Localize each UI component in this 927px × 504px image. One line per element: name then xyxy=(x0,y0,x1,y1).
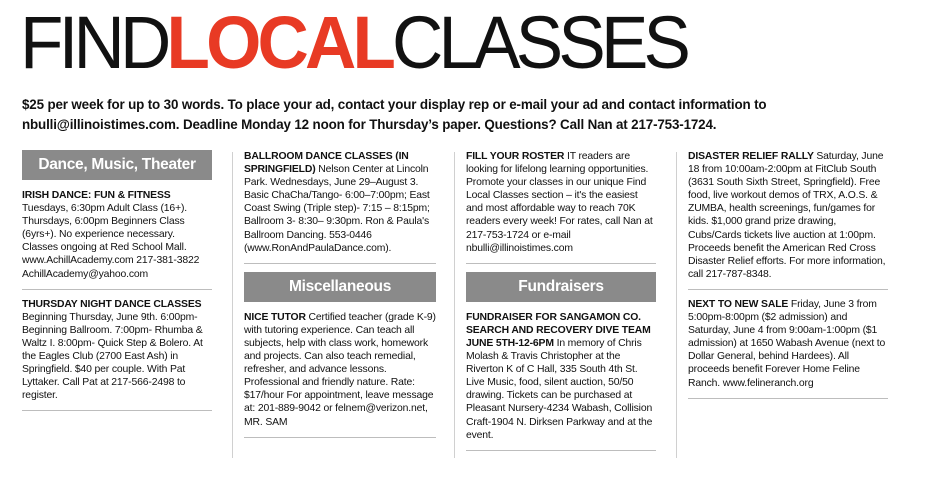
section-header-dance: Dance, Music, Theater xyxy=(22,150,212,180)
column-3 xyxy=(466,150,656,459)
masthead-classes: CLASSES xyxy=(392,1,687,84)
ad-body: Tuesdays, 6:30pm Adult Class (16+). Thursdays, 6:00pm Beginners Class (6yrs+). No experience necessary. Classes ongoing at Red School Mall. www.AchillAcademy.com 217-381-3822 AchillAcademy@yahoo.com xyxy=(22,203,200,280)
ad-body: Saturday, June 18 from 10:00am-2:00pm at FitClub South (3631 South Sixth Street, Springfield). Free food, live workout demos of TRX, A.O.S. & ZUMBA, health screenings, fun/games for kids. $1,000 grand prize drawing, Cubs/Cards tickets live auction at 1:00pm. Proceeds benefit the American Red Cross Disaster Relief efforts. For more information, call 217-787-8348. xyxy=(688,151,886,280)
ad-title: IRISH DANCE: FUN & FITNESS xyxy=(22,190,171,201)
section-header-misc: Miscellaneous xyxy=(244,272,436,302)
ad-body: Nelson Center at Lincoln Park. Wednesdays, June 29–August 3. Basic ChaCha/Tango- 6:00–7:00pm; East Coast Swing (Triple step)- 7:15 – 8:15pm; Ballroom 3- 8:30– 9:30pm. Ron & Paula's Ballroom Dancing. 553-0446 (www.RonAndPaulaDance.com). xyxy=(244,164,430,254)
ad-title: FUNDRAISER FOR SANGAMON CO. SEARCH AND RECOVERY DIVE TEAM JUNE 5TH-12-6PM xyxy=(466,311,651,349)
ad-thursday-dance xyxy=(22,298,212,412)
ad-body: IT readers are looking for lifelong learning opportunities. Promote your classes in our unique Find Local Classes section – it's the easiest and most affordable way to reach 70K readers every week! For rates, call Nan at 217-753-1724 or e-mail nbulli@illinoistimes.com xyxy=(466,151,653,254)
column-divider xyxy=(232,152,233,458)
ad-title: DISASTER RELIEF RALLY xyxy=(688,151,817,162)
ad-body: Beginning Thursday, June 9th. 6:00pm-Beginning Ballroom. 7:00pm- Rhumba & Waltz I. 8:00pm- Quick Step & Bolero. At the Eagles Club (2700 East Ash) in Springfield. $40 per couple. With Pat Lyttaker. Call Pat at 217-566-2498 to register. xyxy=(22,311,203,402)
ad-nice-tutor xyxy=(244,311,436,438)
ad-fill-roster xyxy=(466,150,656,264)
masthead-title xyxy=(20,1,874,84)
ad-title: NICE TUTOR xyxy=(244,311,309,323)
ad-title: THURSDAY NIGHT DANCE CLASSES xyxy=(22,298,202,310)
ad-body: Certified teacher (grade K-9) with tutoring experience. Can teach all subjects, help with class work, homework and projects. Can also teach remedial, refresher, and advance lessons. Professional and friendly nature. Rate: $17/hour For appointment, leave message at: 201-889-9042 or felnem@verizon.net, MR. SAM xyxy=(244,311,436,428)
column-1 xyxy=(22,150,212,419)
ad-title: NEXT TO NEW SALE xyxy=(688,298,791,310)
ad-body: Friday, June 3 from 5:00pm-8:00pm ($2 admission) and Saturday, June 4 from 9:00am-1:00pm ($1 admission) at 1650 Wabash Avenue (next to Dollar General, behind Hardees). All proceeds benefit Forever Home Feline Ranch. www.felineranch.org xyxy=(688,298,886,389)
ad-next-to-new-sale xyxy=(688,298,888,399)
ad-irish-dance xyxy=(22,189,212,290)
ad-sangamon-fundraiser xyxy=(466,311,656,451)
column-2 xyxy=(244,150,436,446)
section-header-fundraisers: Fundraisers xyxy=(466,272,656,302)
column-4 xyxy=(688,150,888,407)
ad-title: BALLROOM DANCE CLASSES (IN SPRINGFIELD) xyxy=(244,151,409,176)
ad-body: In memory of Chris Molash & Travis Christopher at the Riverton K of C Hall, 335 South 4th St. Live Music, food, silent auction, 50/50 drawing. Tickets can be purchased at Pleasant Nursery-4234 Wabash, Collision Craft-1904 N. Dirksen Parkway and at the event. xyxy=(466,337,653,441)
ad-ballroom-dance xyxy=(244,150,436,264)
column-divider xyxy=(454,152,455,458)
masthead-find: FIND xyxy=(20,1,167,84)
intro-instructions: $25 per week for up to 30 words. To place your ad, contact your display rep or e-mail your ad and contact information to nbulli@illinoistimes.com. Deadline Monday 12 noon for Thursday’s paper. Questions? Call Nan at 217-753-1724. xyxy=(22,97,767,132)
ad-disaster-relief xyxy=(688,150,888,290)
ad-title: FILL YOUR ROSTER xyxy=(466,151,567,162)
masthead-local: LOCAL xyxy=(166,1,393,84)
column-divider xyxy=(676,152,677,458)
